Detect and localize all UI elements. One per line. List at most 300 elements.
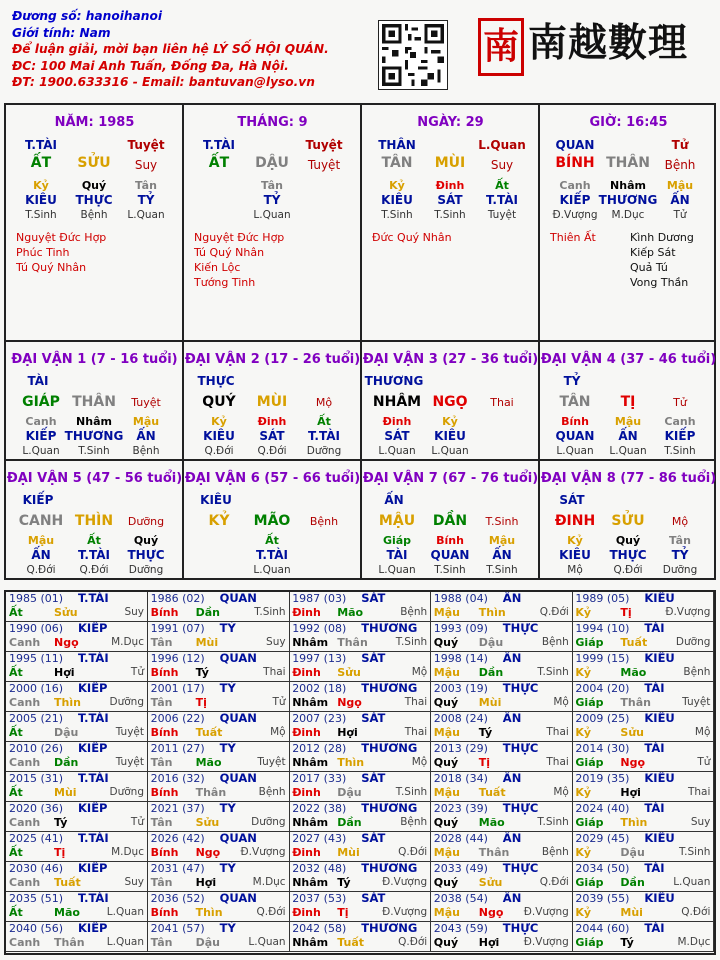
year-cell	[6, 712, 148, 742]
year-label: 2021 (37)	[150, 802, 205, 815]
year-label: 1995 (11)	[9, 652, 64, 665]
owner-line: Đương số: hanoihanoi	[12, 9, 162, 23]
heavenly-stem: NHÂM	[372, 394, 422, 410]
year-label: 2020 (36)	[9, 802, 64, 815]
pillar-state: Dưỡng	[127, 515, 165, 528]
year-cell	[572, 682, 714, 712]
pillar-cell	[540, 105, 717, 340]
heavenly-stem: QUÝ	[202, 394, 236, 410]
life-stage: Q.Đới	[204, 445, 234, 457]
heavenly-stem: Bính	[150, 906, 179, 919]
ten-god-label: ẤN	[502, 592, 522, 605]
life-stage: T.Sinh	[395, 636, 428, 648]
earthly-branch: Tị	[54, 846, 66, 859]
pillar-state: Mộ	[315, 396, 333, 409]
ten-god-label: T.TÀI	[25, 138, 57, 152]
year-cell	[431, 802, 573, 832]
earthly-branch: Sửu	[478, 876, 503, 889]
year-label: 2014 (30)	[575, 742, 630, 755]
hidden-ten-god: T.TÀI	[78, 548, 110, 562]
heavenly-stem: Nhâm	[292, 756, 329, 769]
year-label: 1991 (07)	[150, 622, 205, 635]
shen-sha-star: Tú Quý Nhân	[194, 246, 265, 259]
ten-god-label: Tuyệt	[127, 138, 165, 152]
year-cell	[6, 652, 148, 682]
ten-god-label: TÀI	[644, 622, 665, 635]
dai-van-cell	[6, 342, 183, 460]
earthly-branch: Ngọ	[478, 906, 504, 919]
ten-god-label: KIẾP	[78, 742, 108, 755]
hidden-stem: Mậu	[614, 415, 642, 428]
ten-god-label: KIẾP	[78, 682, 108, 695]
dai-van-title: ĐẠI VẬN 4 (37 - 46 tuổi)	[540, 352, 717, 367]
heavenly-stem: Nhâm	[292, 816, 329, 829]
year-cell	[148, 712, 290, 742]
year-cell	[572, 892, 714, 922]
hidden-stem: Kỷ	[211, 415, 227, 428]
year-label: 1992 (08)	[292, 622, 347, 635]
year-label: 2003 (19)	[433, 682, 488, 695]
year-cell	[6, 862, 148, 892]
ten-god-label: T.TÀI	[203, 138, 235, 152]
earthly-branch: SỬU	[77, 155, 111, 171]
heavenly-stem: Giáp	[575, 936, 604, 949]
life-stage: T.Sinh	[537, 816, 569, 828]
heavenly-stem: Tân	[150, 636, 173, 649]
earthly-branch: Tý	[54, 816, 68, 829]
heavenly-stem: Bính	[150, 666, 179, 679]
hidden-ten-god: QUAN	[555, 429, 595, 443]
year-cell	[572, 712, 714, 742]
year-cell	[289, 592, 431, 622]
ten-god-label: TÀI	[644, 802, 665, 815]
hidden-ten-god: THỰC	[75, 193, 113, 207]
pillar-cell	[362, 105, 539, 340]
life-stage: Tử	[697, 756, 711, 768]
earthly-branch: Thân	[620, 696, 651, 709]
hidden-ten-god: KIÊU	[381, 193, 413, 207]
ten-god-label: THỰC	[502, 742, 539, 755]
hidden-ten-god: ẤN	[618, 429, 638, 443]
year-cell	[431, 592, 573, 622]
heavenly-stem: Đinh	[292, 846, 321, 859]
heavenly-stem: Canh	[9, 756, 41, 769]
heavenly-stem: ĐINH	[554, 513, 596, 529]
dai-van-title: ĐẠI VẬN 3 (27 - 36 tuổi)	[362, 352, 539, 367]
year-cell	[289, 652, 431, 682]
heavenly-stem: Quý	[433, 936, 459, 949]
earthly-branch: Mùi	[195, 636, 219, 649]
life-stage: L.Quan	[556, 445, 594, 457]
year-label: 2019 (35)	[575, 772, 630, 785]
year-cell	[148, 802, 290, 832]
life-stage: L.Quan	[22, 445, 60, 457]
year-label: 1999 (15)	[575, 652, 630, 665]
ten-god-label: T.TÀI	[78, 712, 109, 725]
earthly-branch: Mão	[195, 756, 222, 769]
year-cell	[572, 832, 714, 862]
year-label: 1987 (03)	[292, 592, 347, 605]
year-cell	[148, 682, 290, 712]
year-cell	[6, 772, 148, 802]
hidden-stem: Đinh	[435, 179, 465, 192]
life-stage: M.Dục	[611, 209, 645, 221]
hidden-ten-god: TỶ	[263, 193, 281, 207]
hidden-ten-god: TỶ	[137, 193, 155, 207]
ten-god-label: Tuyệt	[305, 138, 343, 152]
ten-god-label: QUAN	[219, 772, 257, 785]
hidden-stem: Mậu	[488, 534, 516, 547]
life-stage: Q.Đới	[398, 936, 428, 948]
pillar-state: Suy	[134, 158, 158, 172]
ten-god-label: KIẾP	[22, 493, 54, 507]
ten-god-label: TỶ	[219, 682, 236, 695]
shen-sha-star: Vong Thần	[630, 276, 689, 289]
hidden-ten-god: ẤN	[136, 429, 156, 443]
ten-god-label: THỰC	[197, 374, 235, 388]
ten-god-label: KIẾP	[78, 862, 108, 875]
shen-sha-star: Quả Tú	[630, 261, 668, 274]
earthly-branch: THÂN	[72, 394, 116, 410]
life-stage: Mộ	[270, 726, 286, 738]
pillar-state: T.Sinh	[485, 515, 519, 528]
ten-god-label: TỶ	[219, 742, 236, 755]
year-cell	[572, 742, 714, 772]
heavenly-stem: Giáp	[575, 756, 604, 769]
ten-god-label: KIÊU	[644, 652, 675, 665]
ten-god-label: QUAN	[219, 892, 257, 905]
year-cell	[289, 742, 431, 772]
life-stage: Thai	[263, 666, 286, 678]
life-stage: T.Sinh	[664, 445, 696, 457]
earthly-branch: Dậu	[54, 726, 79, 739]
year-label: 2017 (33)	[292, 772, 347, 785]
earthly-branch: Dậu	[478, 636, 504, 649]
ten-god-label: KIÊU	[200, 493, 232, 507]
heavenly-stem: Ất	[9, 846, 23, 859]
ten-god-label: SÁT	[361, 712, 386, 725]
life-stage: Tuyệt	[487, 209, 517, 221]
hidden-stem: Kỷ	[567, 534, 583, 547]
ten-god-label: QUAN	[219, 592, 257, 605]
heavenly-stem: Quý	[433, 876, 459, 889]
hidden-ten-god: T.TÀI	[486, 193, 518, 207]
heavenly-stem: Kỷ	[575, 726, 592, 739]
life-stage: Dưỡng	[109, 786, 144, 798]
pillar-title: NĂM: 1985	[54, 115, 135, 130]
year-label: 2012 (28)	[292, 742, 347, 755]
logo-text: 南越數理	[528, 20, 689, 66]
life-stage: Tử	[130, 666, 144, 678]
year-label: 2037 (53)	[292, 892, 347, 905]
year-label: 2013 (29)	[433, 742, 488, 755]
year-cell	[572, 862, 714, 892]
life-stage: Thai	[687, 786, 711, 798]
ten-god-label: ẤN	[502, 832, 522, 845]
dai-van-title: ĐẠI VẬN 6 (57 - 66 tuổi)	[184, 471, 361, 486]
ten-god-label: SÁT	[361, 892, 386, 905]
year-cell	[431, 832, 573, 862]
year-cell	[6, 742, 148, 772]
shen-sha-star: Tướng Tinh	[194, 276, 256, 289]
life-stage: Suy	[124, 606, 144, 618]
heavenly-stem: Mậu	[433, 666, 460, 679]
life-stage: Dưỡng	[128, 564, 164, 576]
year-label: 2010 (26)	[9, 742, 64, 755]
earthly-branch: Thìn	[620, 816, 648, 829]
life-stage: T.Sinh	[254, 606, 286, 618]
year-label: 2015 (31)	[9, 772, 64, 785]
hidden-ten-god: KIÊU	[203, 429, 235, 443]
heavenly-stem: Kỷ	[575, 606, 592, 619]
life-stage: Q.Đới	[256, 906, 286, 918]
ten-god-label: QUAN	[219, 712, 257, 725]
hidden-stem: Kỷ	[442, 415, 458, 428]
hidden-ten-god: ẤN	[31, 548, 51, 562]
earthly-branch: Thân	[337, 636, 368, 649]
year-label: 2034 (50)	[575, 862, 630, 875]
hidden-stem: Ất	[317, 415, 331, 428]
year-label: 2002 (18)	[292, 682, 347, 695]
ten-god-label: THÂN	[378, 138, 416, 152]
heavenly-stem: Giáp	[575, 876, 604, 889]
year-cell	[572, 772, 714, 802]
earthly-branch: Dần	[195, 606, 220, 619]
dai-van-cell	[540, 342, 717, 460]
earthly-branch: Thân	[54, 936, 85, 949]
ten-god-label: SÁT	[361, 592, 386, 605]
heavenly-stem: Tân	[150, 876, 173, 889]
ten-god-label: THƯƠNG	[361, 802, 418, 815]
ten-god-label: KIÊU	[644, 832, 675, 845]
hidden-ten-god: KIẾP	[25, 429, 57, 443]
hidden-stem: Quý	[81, 179, 107, 192]
pillar-state: Bệnh	[664, 158, 696, 172]
shen-sha-star: Kình Dương	[630, 231, 694, 244]
hidden-stem: Giáp	[382, 534, 412, 547]
ten-god-label: TÀI	[644, 682, 665, 695]
earthly-branch: Mùi	[337, 846, 360, 859]
earthly-branch: Dậu	[620, 846, 645, 859]
pillar-state: Suy	[490, 158, 514, 172]
earthly-branch: Dần	[337, 816, 362, 829]
heavenly-stem: ẤT	[30, 155, 52, 171]
ten-god-label: ẤN	[502, 892, 522, 905]
life-stage: Q.Đới	[539, 606, 569, 618]
heavenly-stem: Đinh	[292, 786, 321, 799]
year-cell	[6, 832, 148, 862]
hidden-ten-god: KIẾP	[559, 193, 591, 207]
ten-god-label: TỶ	[219, 802, 236, 815]
year-label: 2026 (42)	[150, 832, 205, 845]
year-label: 2038 (54)	[433, 892, 488, 905]
hidden-stem: Mậu	[666, 179, 694, 192]
heavenly-stem: CANH	[18, 513, 64, 529]
life-stage: Dưỡng	[109, 696, 144, 708]
hidden-ten-god: ẤN	[670, 193, 690, 207]
address-line: ĐC: 100 Mai Anh Tuấn, Đống Đa, Hà Nội.	[12, 58, 289, 73]
life-stage: Dưỡng	[662, 564, 698, 576]
life-stage: Tuyệt	[115, 726, 144, 738]
life-stage: Đ.Vượng	[240, 846, 286, 858]
heavenly-stem: Quý	[433, 756, 459, 769]
shen-sha-star: Phúc Tinh	[16, 246, 70, 259]
ten-god-label: SÁT	[361, 832, 386, 845]
hidden-stem: Ất	[87, 534, 101, 547]
year-cell	[148, 832, 290, 862]
hidden-ten-god: TÀI	[386, 548, 408, 562]
heavenly-stem: Canh	[9, 876, 41, 889]
earthly-branch: Mùi	[620, 906, 643, 919]
heavenly-stem: Đinh	[292, 906, 321, 919]
earthly-branch: Sửu	[620, 726, 644, 739]
year-cell	[148, 652, 290, 682]
dai-van-cell	[540, 461, 717, 579]
dai-van-title: ĐẠI VẬN 2 (17 - 26 tuổi)	[184, 352, 361, 367]
year-label: 1998 (14)	[433, 652, 488, 665]
earthly-branch: Hợi	[54, 666, 75, 679]
heavenly-stem: Mậu	[433, 606, 460, 619]
year-label: 1997 (13)	[292, 652, 347, 665]
life-stage: Mộ	[567, 564, 583, 576]
life-stage: Bệnh	[132, 445, 160, 457]
phone-email-line: ĐT: 1900.633316 - Email: bantuvan@lyso.vn	[12, 75, 315, 89]
earthly-branch: Ngọ	[337, 696, 362, 709]
year-cell	[6, 682, 148, 712]
life-stage: L.Quan	[673, 876, 711, 888]
shen-sha-star: Kiếp Sát	[630, 246, 676, 259]
heavenly-stem: Kỷ	[575, 846, 592, 859]
ten-god-label: THƯƠNG	[361, 622, 418, 635]
hidden-stem: Tân	[669, 534, 691, 547]
earthly-branch: Thìn	[337, 756, 365, 769]
hidden-stem: Kỷ	[33, 179, 49, 192]
hidden-ten-god: SÁT	[437, 193, 463, 207]
life-stage: Q.Đới	[398, 846, 428, 858]
earthly-branch: Ngọ	[195, 846, 221, 859]
year-label: 2039 (55)	[575, 892, 630, 905]
earthly-branch: Tý	[337, 876, 351, 889]
year-label: 2001 (17)	[150, 682, 205, 695]
ten-god-label: THỰC	[502, 682, 539, 695]
heavenly-stem: Ất	[9, 666, 23, 679]
life-stage: L.Quan	[378, 564, 416, 576]
life-stage: Bệnh	[80, 209, 108, 221]
life-stage: Bệnh	[541, 636, 569, 648]
ten-god-label: THỰC	[502, 922, 539, 935]
heavenly-stem: Mậu	[433, 726, 460, 739]
shen-sha-star: Tú Quý Nhân	[16, 261, 87, 274]
ten-god-label: T.TÀI	[78, 772, 109, 785]
life-stage: Đ.Vượng	[552, 209, 598, 221]
year-label: 2030 (46)	[9, 862, 64, 875]
year-cell	[148, 742, 290, 772]
earthly-branch: Tuất	[620, 636, 648, 649]
ten-god-label: ẤN	[502, 712, 522, 725]
hidden-stem: Mậu	[27, 534, 55, 547]
life-stage: Đ.Vượng	[665, 606, 711, 618]
life-stage: Mộ	[411, 756, 428, 768]
heavenly-stem: Quý	[433, 636, 459, 649]
year-label: 2028 (44)	[433, 832, 488, 845]
hidden-stem: Đinh	[382, 415, 412, 428]
life-stage: M.Dục	[252, 876, 286, 888]
year-label: 2004 (20)	[575, 682, 630, 695]
heavenly-stem: GIÁP	[22, 394, 60, 410]
heavenly-stem: ẤT	[208, 155, 230, 171]
earthly-branch: Sửu	[54, 606, 78, 619]
hidden-stem: Đinh	[257, 415, 287, 428]
shen-sha-star: Thiên Ất	[550, 231, 596, 244]
pillar-cell	[184, 105, 361, 340]
pillar-title: NGÀY: 29	[417, 115, 484, 130]
year-label: 1993 (09)	[433, 622, 488, 635]
pillar-title: GIỜ: 16:45	[589, 115, 668, 130]
heavenly-stem: Đinh	[292, 726, 321, 739]
ten-god-label: THƯƠNG	[361, 862, 418, 875]
earthly-branch: Hợi	[620, 786, 641, 799]
shen-sha-star: Nguyệt Đức Hợp	[194, 231, 285, 244]
life-stage: L.Quan	[106, 906, 144, 918]
gender-line: Giới tính: Nam	[12, 25, 111, 40]
ten-god-label: TÀI	[644, 862, 665, 875]
earthly-branch: Thìn	[54, 696, 81, 709]
life-stage: L.Quan	[253, 564, 291, 576]
shen-sha-star: Đức Quý Nhân	[372, 231, 452, 244]
year-label: 1994 (10)	[575, 622, 630, 635]
hidden-ten-god: KIẾP	[664, 429, 696, 443]
heavenly-stem: Kỷ	[575, 786, 592, 799]
pillar-state: Tuyệt	[307, 158, 341, 172]
year-cell	[572, 652, 714, 682]
earthly-branch: Mão	[620, 666, 647, 679]
hidden-stem: Nhâm	[610, 179, 646, 192]
earthly-branch: MÙI	[256, 394, 288, 410]
header-info	[12, 8, 372, 91]
heavenly-stem: Kỷ	[575, 906, 592, 919]
ten-god-label: TỶ	[219, 862, 236, 875]
life-stage: Mộ	[694, 726, 711, 738]
heavenly-stem: Ất	[9, 786, 23, 799]
earthly-branch: Sửu	[195, 816, 220, 829]
year-label: 2009 (25)	[575, 712, 630, 725]
ten-god-label: QUAN	[219, 652, 257, 665]
year-label: 2027 (43)	[292, 832, 347, 845]
hidden-stem: Bính	[436, 534, 464, 547]
year-cell	[148, 862, 290, 892]
heavenly-stem: Mậu	[433, 906, 460, 919]
hidden-stem: Bính	[561, 415, 589, 428]
ten-god-label: TÀI	[644, 922, 665, 935]
earthly-branch: Mùi	[478, 696, 502, 709]
earthly-branch: MÃO	[253, 513, 291, 529]
hidden-ten-god: SÁT	[259, 429, 285, 443]
year-label: 1990 (06)	[9, 622, 64, 635]
life-stage: L.Quan	[609, 445, 647, 457]
year-cell	[431, 682, 573, 712]
year-cell	[148, 922, 290, 952]
hidden-ten-god: SÁT	[384, 429, 410, 443]
year-cell	[431, 652, 573, 682]
life-stage: Dưỡng	[306, 445, 342, 457]
year-label: 2022 (38)	[292, 802, 347, 815]
earthly-branch: TỊ	[620, 394, 636, 410]
earthly-branch: Mùi	[54, 786, 77, 799]
year-label: 2006 (22)	[150, 712, 205, 725]
life-stage: T.Sinh	[434, 564, 466, 576]
hidden-ten-god: QUAN	[430, 548, 470, 562]
shen-sha-star: Nguyệt Đức Hợp	[16, 231, 107, 244]
